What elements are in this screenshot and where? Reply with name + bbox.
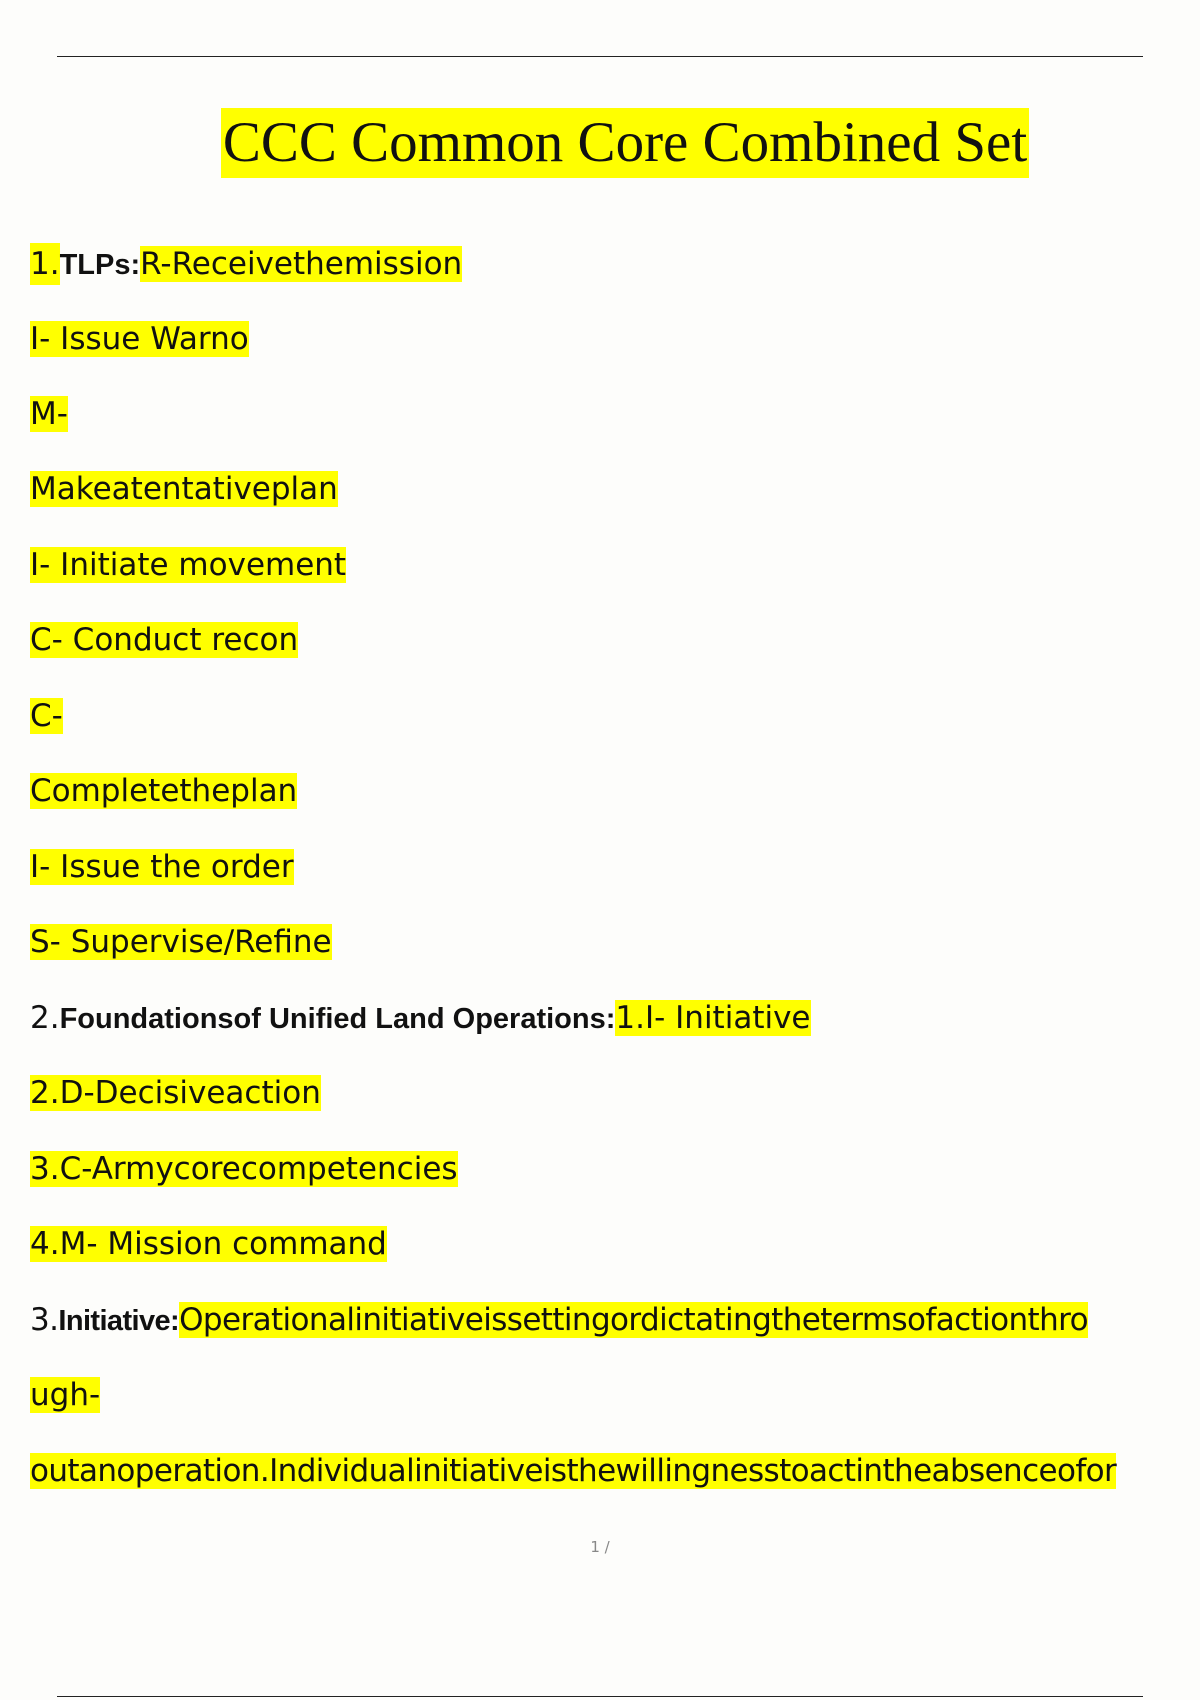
list-item — [30, 619, 298, 661]
item-definition: I- Initiate movement — [30, 547, 347, 583]
item-definition: S- Supervise/Refine — [30, 924, 332, 960]
item-definition: Operationalinitiativeissettingordictatingthetermsofactionthro — [179, 1302, 1088, 1338]
bottom-rule — [57, 1696, 1143, 1697]
title-container — [0, 108, 1200, 178]
list-item — [30, 770, 297, 812]
list-item — [30, 1450, 1116, 1492]
item-definition: Makeatentativeplan — [30, 471, 338, 507]
list-item — [30, 393, 68, 435]
item-definition: I- Issue the order — [30, 849, 294, 885]
item-definition: I- Issue Warno — [30, 321, 249, 357]
item-definition: M- — [30, 396, 68, 432]
list-item — [30, 1148, 458, 1190]
item-number: 1. — [30, 243, 60, 285]
list-item — [30, 318, 249, 360]
top-rule — [57, 56, 1143, 57]
item-definition: 4.M- Mission command — [30, 1226, 387, 1262]
item-definition: C- — [30, 698, 63, 734]
item-definition: C- Conduct recon — [30, 622, 299, 658]
list-item — [30, 468, 338, 510]
list-item — [30, 921, 332, 963]
item-definition: ugh- — [30, 1377, 101, 1413]
item-definition: R-Receivethemission — [140, 246, 463, 282]
list-item — [30, 695, 63, 737]
item-number: 2. — [30, 1000, 60, 1036]
item-definition: Completetheplan — [30, 773, 298, 809]
item-definition: 2.D-Decisiveaction — [30, 1075, 321, 1111]
list-item — [30, 243, 462, 285]
list-item — [30, 1374, 100, 1416]
page-number: 1 / — [590, 1538, 610, 1556]
item-term: Initiative: — [58, 1305, 180, 1337]
list-item — [30, 846, 294, 888]
item-term: Foundationsof Unified Land Operations: — [59, 1003, 616, 1035]
item-definition: outanoperation.Individualinitiativeisthewillingnesstoactintheabsenceofor — [30, 1453, 1117, 1489]
list-item — [30, 997, 811, 1039]
item-definition: 3.C-Armycorecompetencies — [30, 1151, 458, 1187]
list-item — [30, 544, 346, 586]
item-definition: 1.I- Initiative — [615, 1000, 811, 1036]
document-title: CCC Common Core Combined Set — [221, 108, 1029, 178]
list-item — [30, 1299, 1088, 1341]
list-item — [30, 1223, 387, 1265]
list-item — [30, 1072, 321, 1114]
item-number: 3. — [30, 1302, 59, 1338]
item-term: TLPs: — [59, 249, 141, 281]
